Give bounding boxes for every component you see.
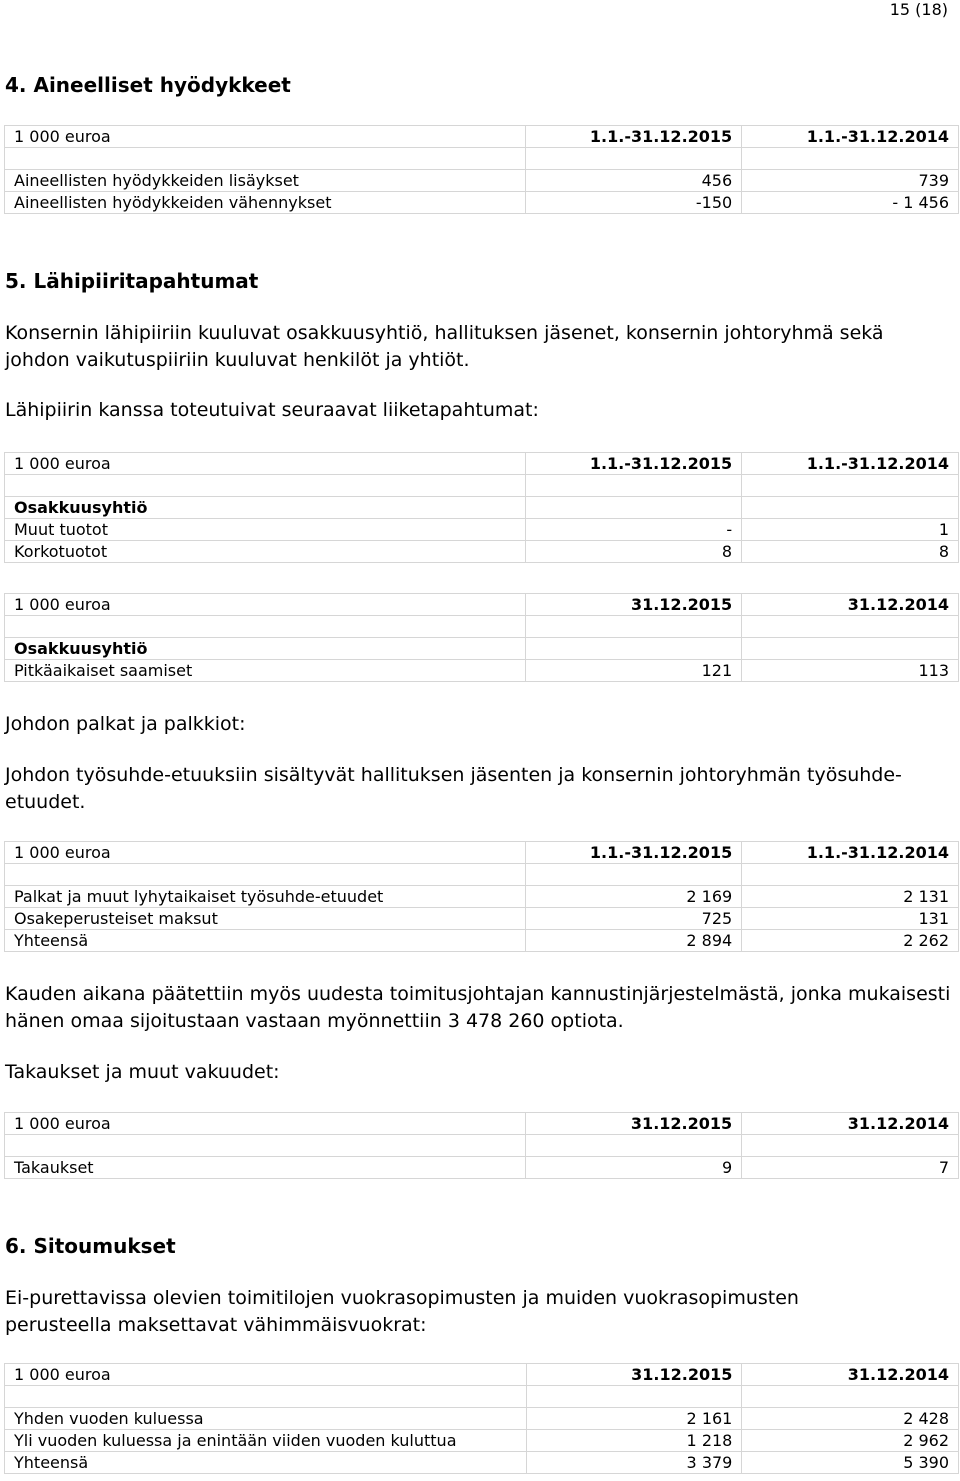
table-header-row (5, 842, 959, 864)
spacer-row (5, 1135, 959, 1157)
column-header-2015: 31.12.2015 (526, 1113, 742, 1135)
value-2014: 1 (742, 519, 959, 541)
row-label: Yli vuoden kuluessa ja enintään viiden vuoden kuluttua (5, 1430, 527, 1452)
value-2015: 9 (526, 1157, 742, 1179)
column-header-2014: 1.1.-31.12.2014 (742, 126, 959, 148)
spacer-row (5, 1386, 959, 1408)
table-header-row (5, 453, 959, 475)
value-2014: 113 (742, 660, 959, 682)
subheading-row (5, 638, 959, 660)
row-label: Osakeperusteiset maksut (5, 908, 526, 930)
table-row (5, 886, 959, 908)
value-2015: -150 (526, 192, 742, 214)
table-header-row (5, 594, 959, 616)
subheading-row (5, 497, 959, 519)
value-2015: 456 (526, 170, 742, 192)
table-header-row (5, 1364, 959, 1386)
column-header-2014: 31.12.2014 (742, 1113, 959, 1135)
column-header-2014: 31.12.2014 (742, 594, 959, 616)
column-header-2015: 31.12.2015 (526, 1364, 742, 1386)
unit-label: 1 000 euroa (5, 594, 526, 616)
column-header-2014: 1.1.-31.12.2014 (742, 453, 959, 475)
related-party-income-table (4, 452, 959, 563)
unit-label: 1 000 euroa (5, 1113, 526, 1135)
row-label: Yhteensä (5, 930, 526, 952)
table-row (5, 1408, 959, 1430)
row-label: Aineellisten hyödykkeiden vähennykset (5, 192, 526, 214)
value-2014: 2 131 (742, 886, 959, 908)
value-2014: 2 428 (742, 1408, 959, 1430)
value-2014: 131 (742, 908, 959, 930)
value-2014: 7 (742, 1157, 959, 1179)
table-row (5, 170, 959, 192)
related-party-receivables-table (4, 593, 959, 682)
column-header-2014: 31.12.2014 (742, 1364, 959, 1386)
unit-label: 1 000 euroa (5, 842, 526, 864)
spacer-row (5, 475, 959, 497)
table-row (5, 192, 959, 214)
column-header-2015: 1.1.-31.12.2015 (526, 842, 742, 864)
management-pay-heading: Johdon palkat ja palkkiot: (5, 713, 246, 735)
management-pay-table (4, 841, 959, 952)
value-2015: 725 (526, 908, 742, 930)
unit-label: 1 000 euroa (5, 126, 526, 148)
row-label: Yhden vuoden kuluessa (5, 1408, 527, 1430)
value-2015: 1 218 (526, 1430, 742, 1452)
total-row (5, 930, 959, 952)
section-4-title: 4. Aineelliset hyödykkeet (5, 73, 291, 97)
column-header-2015: 31.12.2015 (526, 594, 742, 616)
value-2015: 2 169 (526, 886, 742, 908)
spacer-row (5, 616, 959, 638)
row-label: Korkotuotot (5, 541, 526, 563)
column-header-2014: 1.1.-31.12.2014 (742, 842, 959, 864)
table-header-row (5, 1113, 959, 1135)
value-2014: 2 962 (742, 1430, 959, 1452)
page-number: 15 (18) (889, 0, 948, 19)
table-header-row (5, 126, 959, 148)
row-label: Yhteensä (5, 1452, 527, 1474)
table-row (5, 519, 959, 541)
value-2015: 2 894 (526, 930, 742, 952)
row-label: Palkat ja muut lyhytaikaiset työsuhde-etuudet (5, 886, 526, 908)
guarantees-table (4, 1112, 959, 1179)
spacer-row (5, 148, 959, 170)
value-2014: 5 390 (742, 1452, 959, 1474)
related-parties-intro: Konsernin lähipiiriin kuuluvat osakkuusyhtiö, hallituksen jäsenet, konsernin johtoryhmä sekä johdon vaikutuspiiriin kuuluvat henkilöt ja yhtiöt. (5, 322, 884, 371)
row-label: Aineellisten hyödykkeiden lisäykset (5, 170, 526, 192)
value-2015: 121 (526, 660, 742, 682)
value-2014: - 1 456 (742, 192, 959, 214)
associate-subheading: Osakkuusyhtiö (5, 638, 526, 660)
row-label: Takaukset (5, 1157, 526, 1179)
table-row (5, 908, 959, 930)
section-5-title: 5. Lähipiiritapahtumat (5, 269, 259, 293)
commitments-text: Ei-purettavissa olevien toimitilojen vuokrasopimusten ja muiden vuokrasopimusten perusteella maksettavat vähimmäisvuokrat: (5, 1287, 799, 1336)
value-2014: 2 262 (742, 930, 959, 952)
spacer-row (5, 864, 959, 886)
table-row (5, 541, 959, 563)
row-label: Muut tuotot (5, 519, 526, 541)
table-row (5, 1430, 959, 1452)
table-row (5, 660, 959, 682)
tangible-assets-table (4, 125, 959, 214)
value-2014: 8 (742, 541, 959, 563)
value-2015: 8 (526, 541, 742, 563)
associate-subheading: Osakkuusyhtiö (5, 497, 526, 519)
transactions-heading: Lähipiirin kanssa toteutuivat seuraavat liiketapahtumat: (5, 399, 539, 421)
options-text: Kauden aikana päätettiin myös uudesta toimitusjohtajan kannustinjärjestelmästä, jonka mukaisesti hänen omaa sijoitustaan vastaan myönnettiin 3 478 260 optiota. (5, 983, 951, 1032)
guarantees-heading: Takaukset ja muut vakuudet: (5, 1061, 280, 1083)
row-label: Pitkäaikaiset saamiset (5, 660, 526, 682)
value-2015: 3 379 (526, 1452, 742, 1474)
value-2015: - (526, 519, 742, 541)
unit-label: 1 000 euroa (5, 1364, 527, 1386)
unit-label: 1 000 euroa (5, 453, 526, 475)
column-header-2015: 1.1.-31.12.2015 (526, 126, 742, 148)
management-pay-text: Johdon työsuhde-etuuksiin sisältyvät hallituksen jäsenten ja konsernin johtoryhmän työsuhde-etuudet. (5, 764, 902, 813)
value-2014: 739 (742, 170, 959, 192)
column-header-2015: 1.1.-31.12.2015 (526, 453, 742, 475)
table-row (5, 1157, 959, 1179)
value-2015: 2 161 (526, 1408, 742, 1430)
commitments-table (4, 1363, 959, 1474)
total-row (5, 1452, 959, 1474)
section-6-title: 6. Sitoumukset (5, 1234, 176, 1258)
